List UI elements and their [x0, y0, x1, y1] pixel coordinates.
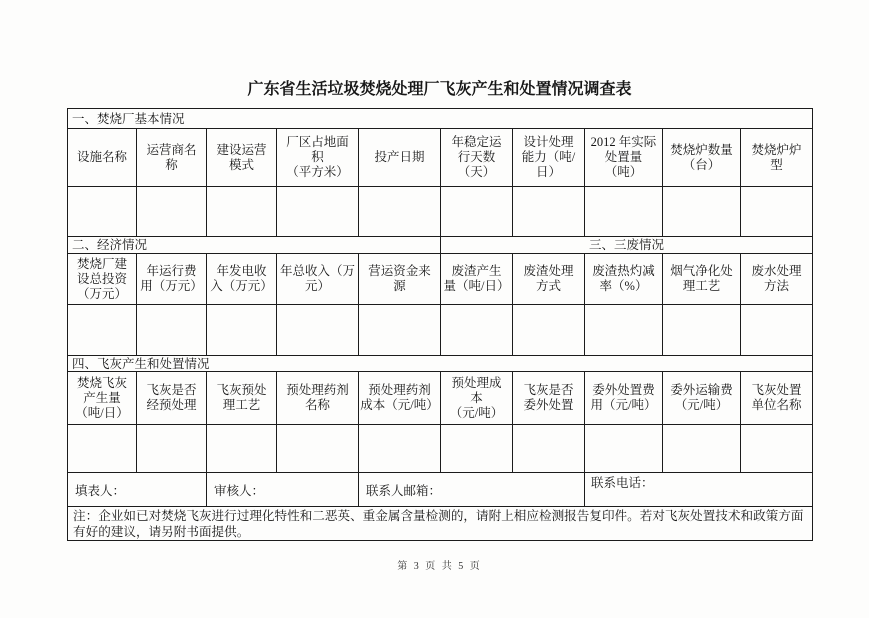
blank-cell-commission-date: [359, 187, 441, 237]
reviewer-label: 审核人：: [207, 473, 359, 507]
blank-cell-fly-ash-generation: [68, 425, 137, 473]
blank-cell-pretreatment-agent-cost: [359, 425, 441, 473]
col-fly-ash-generation: 焚烧飞灰 产生量 （吨/日）: [68, 372, 137, 425]
economy-waste-header-row: [68, 254, 813, 305]
filled-by-label: 填表人：: [68, 473, 207, 507]
col-fly-ash-pretreatment-process: 飞灰预处 理工艺: [207, 372, 277, 425]
col-wastewater-treatment: 废水处理 方法: [741, 254, 813, 305]
blank-cell-build-operate-mode: [207, 187, 277, 237]
col-incinerator-type: 焚烧炉炉 型: [741, 129, 813, 187]
form-note: 注：企业如已对焚烧飞灰进行过理化特性和二恶英、重金属含量检测的，请附上相应检测报告复印件。若对飞灰处置技术和政策方面 有好的建议，请另附书面提供。: [68, 507, 813, 541]
blank-cell-slag-ignition-loss: [585, 305, 663, 356]
col-pretreatment-cost: 预处理成 本 （元/吨）: [441, 372, 513, 425]
blank-cell-annual-operating-cost: [137, 305, 207, 356]
blank-cell-operator-name: [137, 187, 207, 237]
blank-cell-annual-total-revenue: [277, 305, 359, 356]
col-build-operate-mode: 建设运营 模式: [207, 129, 277, 187]
blank-cell-slag-treatment-method: [513, 305, 585, 356]
note-row: [68, 507, 813, 541]
col-annual-total-revenue: 年总收入（万 元）: [277, 254, 359, 305]
col-outsourced-transport-fee: 委外运输费 （元/吨）: [663, 372, 741, 425]
blank-cell-incinerator-count: [663, 187, 741, 237]
blank-cell-facility-name: [68, 187, 137, 237]
fly-ash-heading-row: [68, 356, 813, 372]
col-annual-operating-cost: 年运行费 用（万元）: [137, 254, 207, 305]
col-fly-ash-disposal-unit: 飞灰处置 单位名称: [741, 372, 813, 425]
col-total-investment: 焚烧厂建 设总投资 （万元）: [68, 254, 137, 305]
survey-table: [67, 108, 813, 541]
blank-cell-pretreatment-cost: [441, 425, 513, 473]
blank-cell-site-area: [277, 187, 359, 237]
fly-ash-heading: 四、飞灰产生和处置情况: [68, 356, 813, 372]
signoff-row: [68, 473, 813, 507]
blank-cell-flue-gas-treatment: [663, 305, 741, 356]
col-pretreatment-agent-cost: 预处理药剂 成本（元/吨）: [359, 372, 441, 425]
blank-cell-incinerator-type: [741, 187, 813, 237]
col-pretreatment-agent-name: 预处理药剂 名称: [277, 372, 359, 425]
col-2012-actual-disposal: 2012 年实际 处置量 （吨）: [585, 129, 663, 187]
blank-cell-pretreatment-agent-name: [277, 425, 359, 473]
col-incinerator-count: 焚烧炉数量 （台）: [663, 129, 741, 187]
blank-cell-outsourced-transport-fee: [663, 425, 741, 473]
basic-info-header-row: [68, 129, 813, 187]
contact-phone-label: 联系电话：: [585, 473, 813, 507]
col-flue-gas-treatment: 烟气净化处 理工艺: [663, 254, 741, 305]
survey-table-body: [68, 109, 813, 541]
blank-cell-annual-operating-days: [441, 187, 513, 237]
waste-heading: 三、三废情况: [441, 237, 813, 254]
form-title: 广东省生活垃圾焚烧处理厂飞灰产生和处置情况调查表: [247, 81, 632, 98]
blank-cell-total-investment: [68, 305, 137, 356]
blank-cell-fly-ash-pretreated: [137, 425, 207, 473]
col-outsourced-disposal-fee: 委外处置费 用（元/吨）: [585, 372, 663, 425]
basic-info-heading-row: [68, 109, 813, 129]
col-design-capacity: 设计处理 能力（吨/ 日）: [513, 129, 585, 187]
blank-cell-annual-power-revenue: [207, 305, 277, 356]
col-slag-ignition-loss: 废渣热灼减 率（%）: [585, 254, 663, 305]
col-slag-treatment-method: 废渣处理 方式: [513, 254, 585, 305]
blank-cell-fly-ash-outsourced: [513, 425, 585, 473]
economy-heading: 二、经济情况: [68, 237, 441, 254]
blank-cell-slag-generation: [441, 305, 513, 356]
basic-info-blank-row: [68, 187, 813, 237]
blank-cell-design-capacity: [513, 187, 585, 237]
col-facility-name: 设施名称: [68, 129, 137, 187]
contact-email-label: 联系人邮箱：: [359, 473, 585, 507]
col-slag-generation: 废渣产生 量（吨/日）: [441, 254, 513, 305]
fly-ash-blank-row: [68, 425, 813, 473]
economy-waste-heading-row: [68, 237, 813, 254]
page-footer: 第 3 页 共 5 页: [397, 561, 482, 572]
blank-cell-outsourced-disposal-fee: [585, 425, 663, 473]
col-operating-fund-source: 营运资金来 源: [359, 254, 441, 305]
blank-cell-2012-actual-disposal: [585, 187, 663, 237]
blank-cell-fly-ash-pretreatment-process: [207, 425, 277, 473]
blank-cell-fly-ash-disposal-unit: [741, 425, 813, 473]
col-annual-operating-days: 年稳定运 行天数 （天）: [441, 129, 513, 187]
col-annual-power-revenue: 年发电收 入（万元）: [207, 254, 277, 305]
col-fly-ash-pretreated: 飞灰是否 经预处理: [137, 372, 207, 425]
blank-cell-operating-fund-source: [359, 305, 441, 356]
col-site-area: 厂区占地面 积 （平方米）: [277, 129, 359, 187]
col-commission-date: 投产日期: [359, 129, 441, 187]
economy-waste-blank-row: [68, 305, 813, 356]
col-operator-name: 运营商名 称: [137, 129, 207, 187]
fly-ash-header-row: [68, 372, 813, 425]
col-fly-ash-outsourced: 飞灰是否 委外处置: [513, 372, 585, 425]
blank-cell-wastewater-treatment: [741, 305, 813, 356]
basic-info-heading: 一、焚烧厂基本情况: [68, 109, 813, 129]
